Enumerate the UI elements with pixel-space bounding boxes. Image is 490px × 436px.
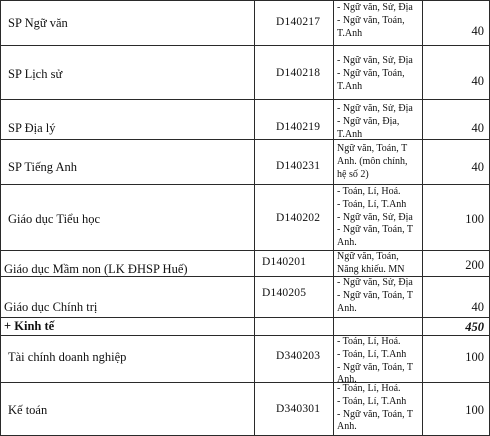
quota: 40 xyxy=(471,300,484,314)
quota: 40 xyxy=(471,160,484,174)
major-name: SP Địa lý xyxy=(8,121,56,135)
section-quota: 450 xyxy=(465,320,484,334)
subject-combos: Ngữ văn, Toán, Năng khiếu. MN xyxy=(337,251,405,275)
subject-combos: - Ngữ văn, Sử, Địa - Ngữ văn, Toán, T.Anh xyxy=(337,2,413,39)
major-code: D140205 xyxy=(262,287,307,299)
major-code: D340301 xyxy=(276,403,321,415)
row-divider xyxy=(0,45,490,46)
subject-combos: - Toán, Lí, Hoá. - Toán, Lí, T.Anh - Ngữ văn, Toán, T Anh. xyxy=(337,336,414,386)
quota: 40 xyxy=(471,24,484,38)
subject-combos: - Ngữ văn, Sử, Địa - Ngữ văn, Toán, T Anh. xyxy=(337,277,414,314)
column-divider xyxy=(422,0,423,436)
row-divider xyxy=(0,335,490,336)
major-code: D140218 xyxy=(276,67,321,79)
quota: 100 xyxy=(465,350,484,364)
major-code: D140201 xyxy=(262,256,307,268)
row-divider xyxy=(0,139,490,140)
major-name: Giáo dục Chính trị xyxy=(4,300,98,314)
subject-combos: - Toán, Lí, Hoá. - Toán, Lí, T.Anh - Ngữ văn, Toán, T Anh. xyxy=(337,383,414,433)
subject-combos: - Toán, Lí, Hoá. - Toán, Lí, T.Anh - Ngữ văn, Sử, Địa - Ngữ văn, Toán, T Anh. xyxy=(337,186,414,249)
major-code: D140231 xyxy=(276,160,321,172)
quota: 100 xyxy=(465,212,484,226)
row-divider xyxy=(0,0,490,1)
section-heading: + Kinh tế xyxy=(4,319,55,333)
major-name: Giáo dục Mầm non (LK ĐHSP Huế) xyxy=(4,262,188,276)
row-divider xyxy=(0,382,490,383)
column-divider xyxy=(333,0,334,436)
row-divider xyxy=(0,184,490,185)
subject-combos: - Ngữ văn, Sử, Địa - Ngữ văn, Địa, T.Anh xyxy=(337,103,413,140)
major-name: Tài chính doanh nghiệp xyxy=(8,350,127,364)
major-code: D340203 xyxy=(276,350,321,362)
subject-combos: Ngữ văn, Toán, T Anh. (môn chính, hệ số 2) xyxy=(337,143,408,180)
quota: 40 xyxy=(471,74,484,88)
major-name: Giáo dục Tiểu học xyxy=(8,212,101,226)
quota: 100 xyxy=(465,403,484,417)
major-name: SP Tiếng Anh xyxy=(8,160,78,174)
major-code: D140202 xyxy=(276,212,321,224)
major-name: Kế toán xyxy=(8,403,48,417)
row-divider xyxy=(0,317,490,318)
column-divider xyxy=(254,0,255,436)
row-divider xyxy=(0,99,490,100)
quota: 200 xyxy=(465,258,484,272)
quota: 40 xyxy=(471,121,484,135)
row-divider xyxy=(0,250,490,251)
column-divider xyxy=(0,0,1,436)
major-code: D140219 xyxy=(276,121,321,133)
major-name: SP Ngữ văn xyxy=(8,16,68,30)
major-code: D140217 xyxy=(276,16,321,28)
major-name: SP Lịch sử xyxy=(8,67,63,81)
subject-combos: - Ngữ văn, Sử, Địa - Ngữ văn, Toán, T.Anh xyxy=(337,55,413,92)
